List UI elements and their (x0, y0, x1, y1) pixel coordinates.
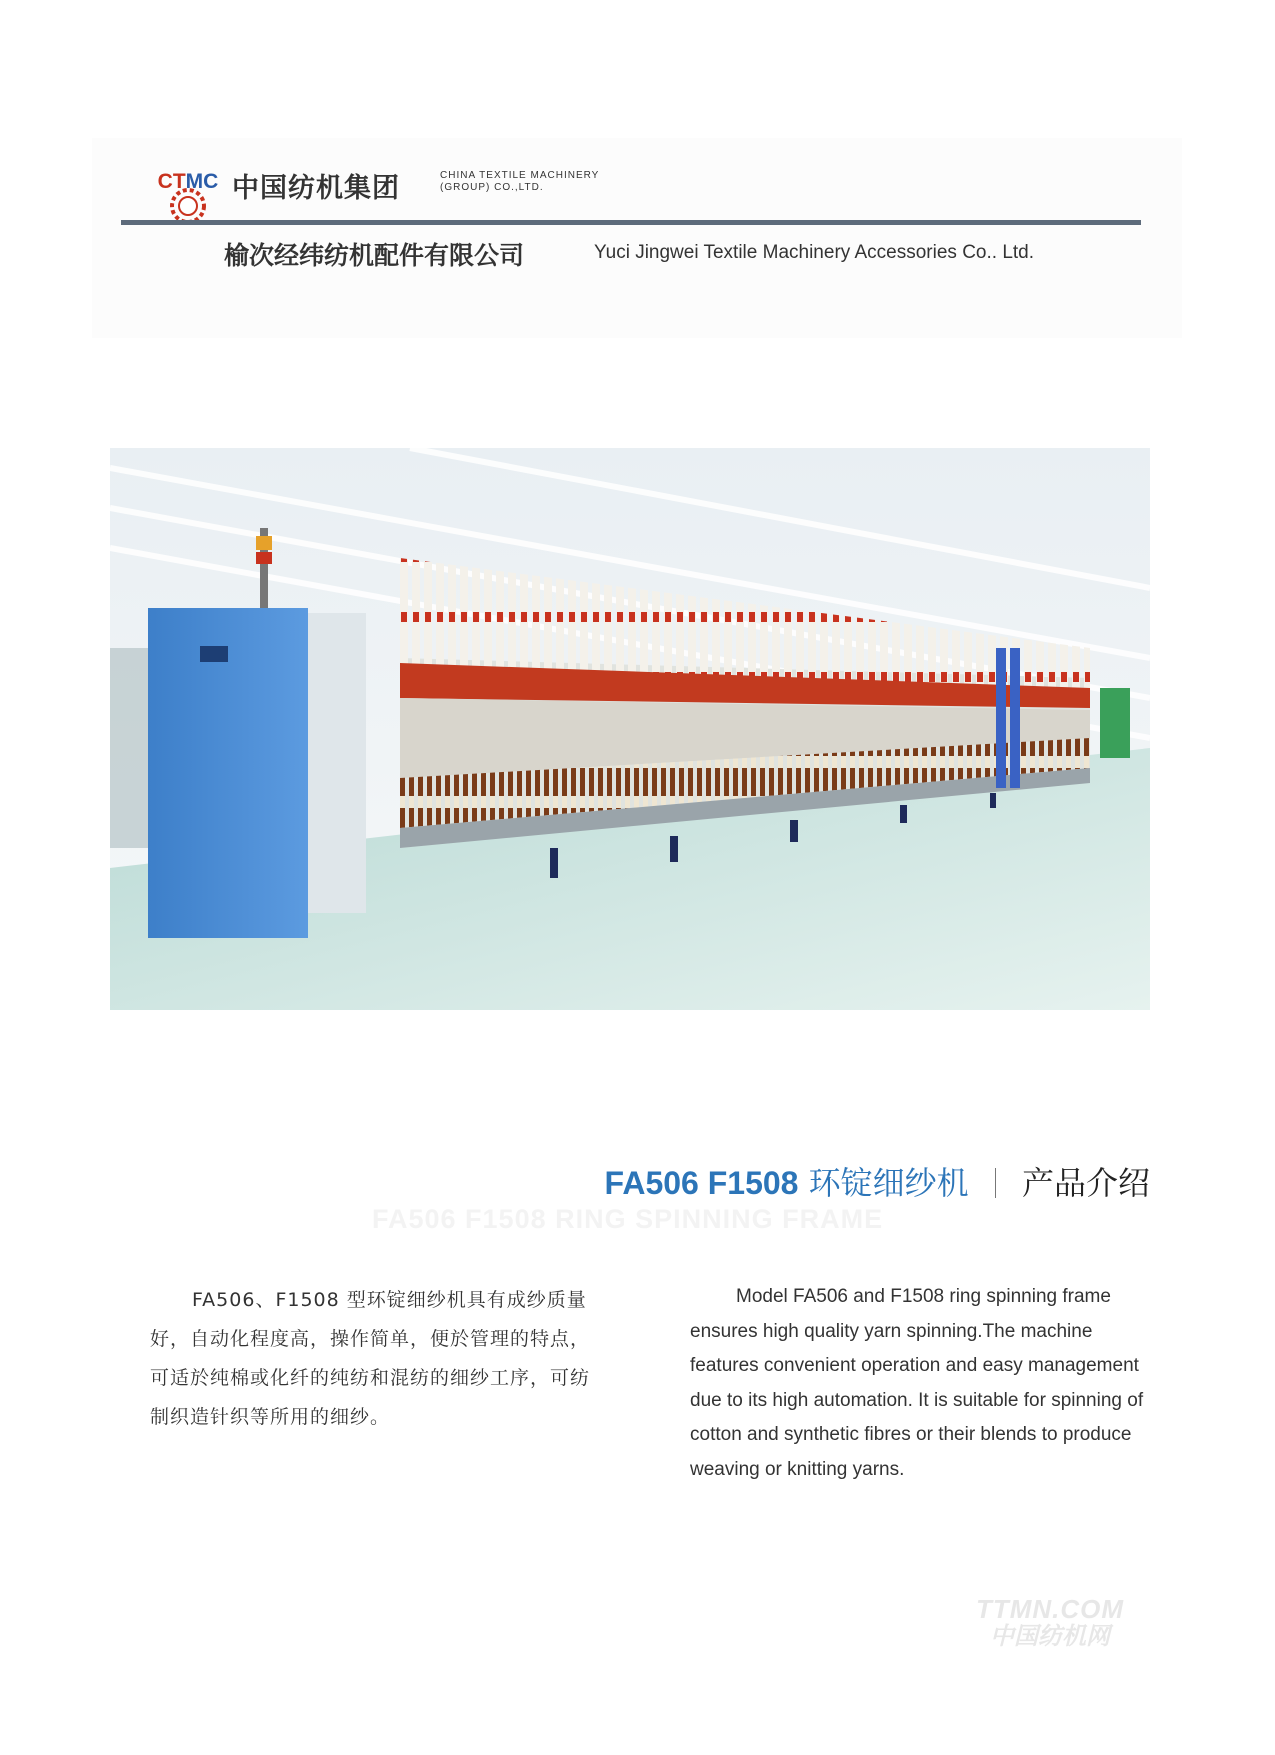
group-name-cn: 中国纺机集团 (232, 173, 400, 204)
group-name-en-line2: (GROUP) CO.,LTD. (440, 182, 544, 193)
title-divider (995, 1168, 996, 1198)
description-en: Model FA506 and F1508 ring spinning frame ensures high quality yarn spinning.The machine features convenient operation and easy management due to its high automation. It is suitable for spinning of cotton and synthetic fibres or their blends to produce weaving or knitting yarns. (690, 1286, 1144, 1480)
product-title (605, 1158, 1150, 1204)
product-photo (110, 448, 1150, 1010)
group-name-en-line1: CHINA TEXTILE MACHINERY (440, 170, 600, 181)
watermark-en: TTMN.COM (975, 1594, 1125, 1624)
company-name-cn: 榆次经纬纺机配件有限公司 (224, 241, 525, 270)
spinning-frame-illustration (110, 448, 1150, 1010)
section-label: 产品介绍 (1021, 1164, 1150, 1202)
site-watermark (950, 1596, 1150, 1650)
gear-icon (172, 190, 204, 222)
product-name-cn: 环锭细纱机 (808, 1164, 969, 1202)
group-name-en (440, 170, 660, 194)
company-name-en: Yuci Jingwei Textile Machinery Accessories Co.. Ltd. (594, 242, 1035, 263)
product-subtitle-en: FA506 F1508 RING SPINNING FRAME (372, 1204, 884, 1234)
product-model: FA506 F1508 (604, 1165, 799, 1201)
header-rule (121, 220, 1141, 225)
ctmc-logo (148, 166, 228, 226)
logo-text: CTMC (157, 170, 219, 193)
description-cn: FA506、F1508 型环锭细纱机具有成纱质量好，自动化程度高，操作简单，便於管理的特点，可适於纯棉或化纤的纯纺和混纺的细纱工序，可纺制织造针织等所用的细纱。 (150, 1289, 591, 1428)
watermark-cn: 中国纺机网 (990, 1622, 1110, 1650)
